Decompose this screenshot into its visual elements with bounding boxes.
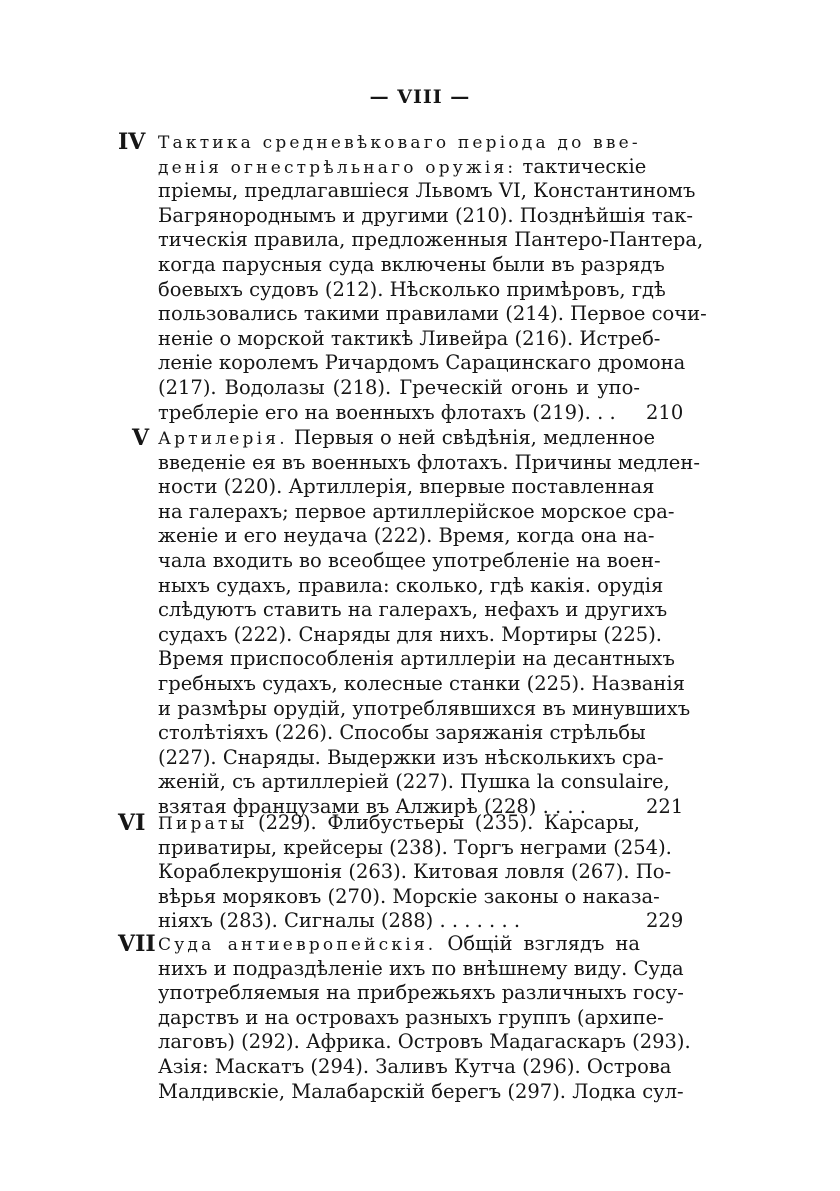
entry-line: (227). Снаряды. Выдержки изъ нѣсколькихъ сра- xyxy=(158,745,664,769)
entry-line: чала входить во всеобщее употребленіе на воен- xyxy=(158,549,661,572)
entry-line: ныхъ судахъ, правила: сколько, гдѣ какія. орудія xyxy=(158,573,664,597)
entry-line: ніяхъ (283). Сигналы (288) . . . . . . . xyxy=(158,909,521,933)
page-number: 210 xyxy=(646,400,684,424)
entry-line: столѣтіяхъ (226). Способы заряжанія стрѣльбы xyxy=(158,721,646,745)
entry-line: пріемы, предлагавшіеся Львомъ VI, Константиномъ xyxy=(158,179,696,203)
entry-line: судахъ (222). Снаряды для нихъ. Мортиры (225). xyxy=(158,622,663,646)
entry-line: лаговъ) (292). Африка. Островъ Мадагаскаръ (293). xyxy=(158,1030,691,1054)
entry-line: (217). Водолазы (218). Греческій огонь и упо- xyxy=(158,376,640,399)
page-header: — VIII — xyxy=(369,86,471,108)
entry-line: пользовались такими правилами (214). Первое сочи- xyxy=(158,302,707,326)
entry-line: Пираты (229). Флибустьеры (235). Карсары, xyxy=(158,811,640,834)
entry-line: нихъ и подраздѣленіе ихъ по внѣшнему виду. Суда xyxy=(158,956,684,980)
entry-line: Багрянороднымъ и другими (210). Позднѣйшія так- xyxy=(158,203,693,227)
entry-line: гребныхъ судахъ, колесные станки (225). Названія xyxy=(158,672,685,695)
page-number: 229 xyxy=(646,909,684,933)
entry-line: и размѣры орудій, употреблявшихся въ минувшихъ xyxy=(158,696,691,720)
entry-line: взятая французами въ Алжирѣ (228) . . . . xyxy=(158,795,586,818)
entry-line: неніе о морской тактикѣ Ливейра (216). Истреб- xyxy=(158,326,661,350)
entry-line: женіе и его неудача (222). Время, когда она на- xyxy=(158,524,655,548)
entry-line: употребляемыя на прибрежьяхъ различныхъ госу- xyxy=(158,981,684,1005)
entry-line: тическія правила, предложенныя Пантеро-Пантера, xyxy=(158,228,704,252)
entry-line: леніе королемъ Ричардомъ Сарацинскаго дромона xyxy=(158,351,686,375)
section-number: VII xyxy=(118,931,156,957)
entry-line: денія огнестрѣльнаго оружія: тактическіе xyxy=(158,154,647,178)
entry-line: Малдивскіе, Малабарскій берегъ (297). Лодка сул- xyxy=(158,1079,684,1103)
entry-line: на галерахъ; первое артиллерійское морское сра- xyxy=(158,499,675,523)
entry-line: ности (220). Артиллерія, впервые поставленная xyxy=(158,475,655,499)
entry-line: вѣрья моряковъ (270). Морскіе законы о наказа- xyxy=(158,884,660,908)
entry-line: боевыхъ судовъ (212). Нѣсколько примѣровъ, гдѣ xyxy=(158,277,666,301)
section-number: V xyxy=(132,425,150,451)
page-number: 221 xyxy=(646,795,684,818)
entry-line: когда парусныя суда включены были въ разрядъ xyxy=(158,253,665,276)
entry-line: дарствъ и на островахъ разныхъ группъ (архипе- xyxy=(158,1005,664,1029)
entry-line: слѣдуютъ ставить на галерахъ, нефахъ и другихъ xyxy=(158,598,668,622)
entry-line: Тактика средневѣковаго періода до вве- xyxy=(158,133,641,153)
entry-line: Азія: Маскатъ (294). Заливъ Кутча (296). Острова xyxy=(158,1055,672,1078)
entry-line: треблеріе его на военныхъ флотахъ (219). . . xyxy=(158,400,616,424)
section-number: VI xyxy=(118,810,146,836)
entry-line: Артилерія. Первыя о ней свѣдѣнія, медленное xyxy=(158,426,655,449)
entry-line: женій, съ артиллеріей (227). Пушка la consulaire, xyxy=(158,770,670,794)
section-number: IV xyxy=(118,129,146,155)
entry-line: Время приспособленія артиллеріи на десантныхъ xyxy=(158,647,675,671)
entry-line: Суда антиевропейскія. Общій взглядъ на xyxy=(158,932,640,955)
entry-line: Кораблекрушонія (263). Китовая ловля (267). По- xyxy=(158,860,672,884)
entry-line: приватиры, крейсеры (238). Торгъ неграми (254). xyxy=(158,835,672,859)
entry-line: введеніе ея въ военныхъ флотахъ. Причины медлен- xyxy=(158,450,700,474)
